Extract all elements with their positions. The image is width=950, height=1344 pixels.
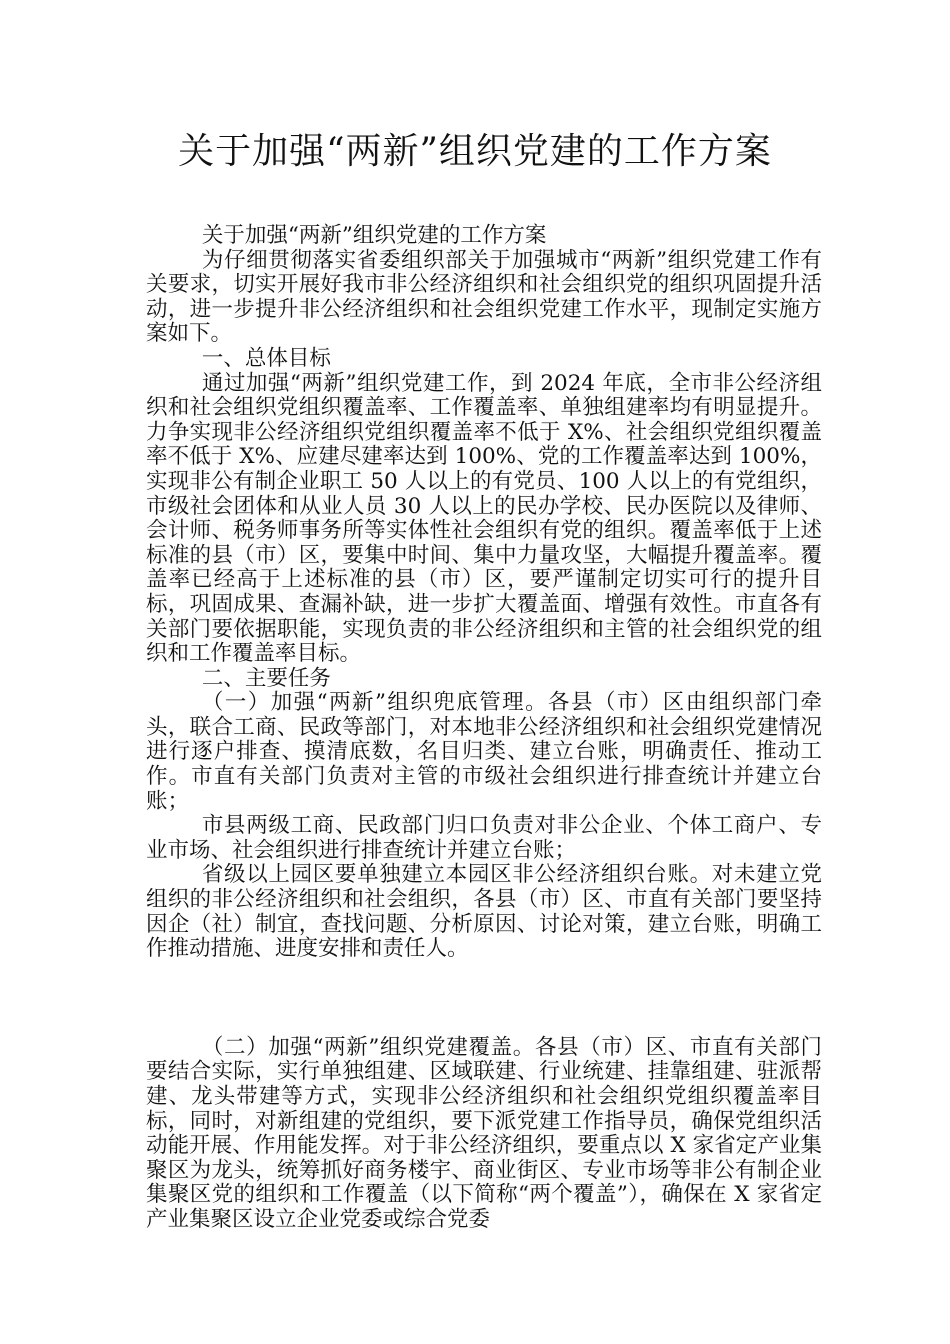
paragraph-task-1: （一）加强“两新”组织兜底管理。各县（市）区由组织部门牵头，联合工商、民政等部门，对本地非公经济组织和社会组织党建情况进行逐户排查、摸清底数，名目归类、建立台账，明确责任、推动工作。市直有关部门负责对主管的市级社会组织进行排查统计并建立台账；	[146, 690, 822, 814]
paragraph-task-1-park: 省级以上园区要单独建立本园区非公经济组织台账。对未建立党组织的非公经济组织和社会组织，各县（市）区、市直有关部门要坚持因企（社）制宜，查找问题、分析原因、讨论对策，建立台账，明确工作推动措施、进度安排和责任人。	[146, 862, 822, 962]
section-heading-main-tasks: 二、主要任务	[201, 665, 331, 691]
paragraph-overall-goal: 通过加强“两新”组织党建工作，到 2024 年底，全市非公经济组织和社会组织党组织覆盖率、工作覆盖率、单独组建率均有明显提升。力争实现非公经济组织党组织覆盖率不低于 X%、社会组织党组织覆盖率不低于 X%、应建尽建率达到 100%、党的工作覆盖率达到 100%，实现非公有制企业职工 50 人以上的有党员、100 人以上的有党组织，市级社会团体和从业人员 30 人以上的民办学校、民办医院以及律师、会计师、税务师事务所等实体性社会组织有党的组织。覆盖率低于上述标准的县（市）区，要集中时间、集中力量攻坚，大幅提升覆盖率。覆盖率已经高于上述标准的县（市）区，要严谨制定切实可行的提升目标，巩固成果、查漏补缺，进一步扩大覆盖面、增强有效性。市直各有关部门要依据职能，实现负责的非公经济组织和主管的社会组织党的组织和工作覆盖率目标。	[146, 370, 822, 667]
paragraph-task-2: （二）加强“两新”组织党建覆盖。各县（市）区、市直有关部门要结合实际，实行单独组建、区域联建、行业统建、挂靠组建、驻派帮建、龙头带建等方式，实现非公经济组织和社会组织党组织覆盖率目标，同时，对新组建的党组织，要下派党建工作指导员，确保党组织活动能开展、作用能发挥。对于非公经济组织，要重点以 X 家省定产业集聚区为龙头，统筹抓好商务楼宇、商业街区、专业市场等非公有制企业集聚区党的组织和工作覆盖（以下简称“两个覆盖”），确保在 X 家省定产业集聚区设立企业党委或综合党委	[146, 1034, 822, 1232]
paragraph-subtitle: 关于加强“两新”组织党建的工作方案	[201, 223, 547, 248]
document-body	[146, 224, 822, 1233]
paragraph-task-1-ledger: 市县两级工商、民政部门归口负责对非公企业、个体工商户、专业市场、社会组织进行排查统计并建立台账；	[146, 813, 822, 863]
paragraph-gap	[146, 962, 822, 1036]
document-title: 关于加强“两新”组织党建的工作方案	[178, 131, 772, 172]
paragraph-intro: 为仔细贯彻落实省委组织部关于加强城市“两新”组织党建工作有关要求，切实开展好我市非公经济组织和社会组织党的组织巩固提升活动，进一步提升非公经济组织和社会组织党建工作水平，现制定实施方案如下。	[146, 247, 822, 347]
section-heading-overall-goal: 一、总体目标	[201, 345, 331, 371]
